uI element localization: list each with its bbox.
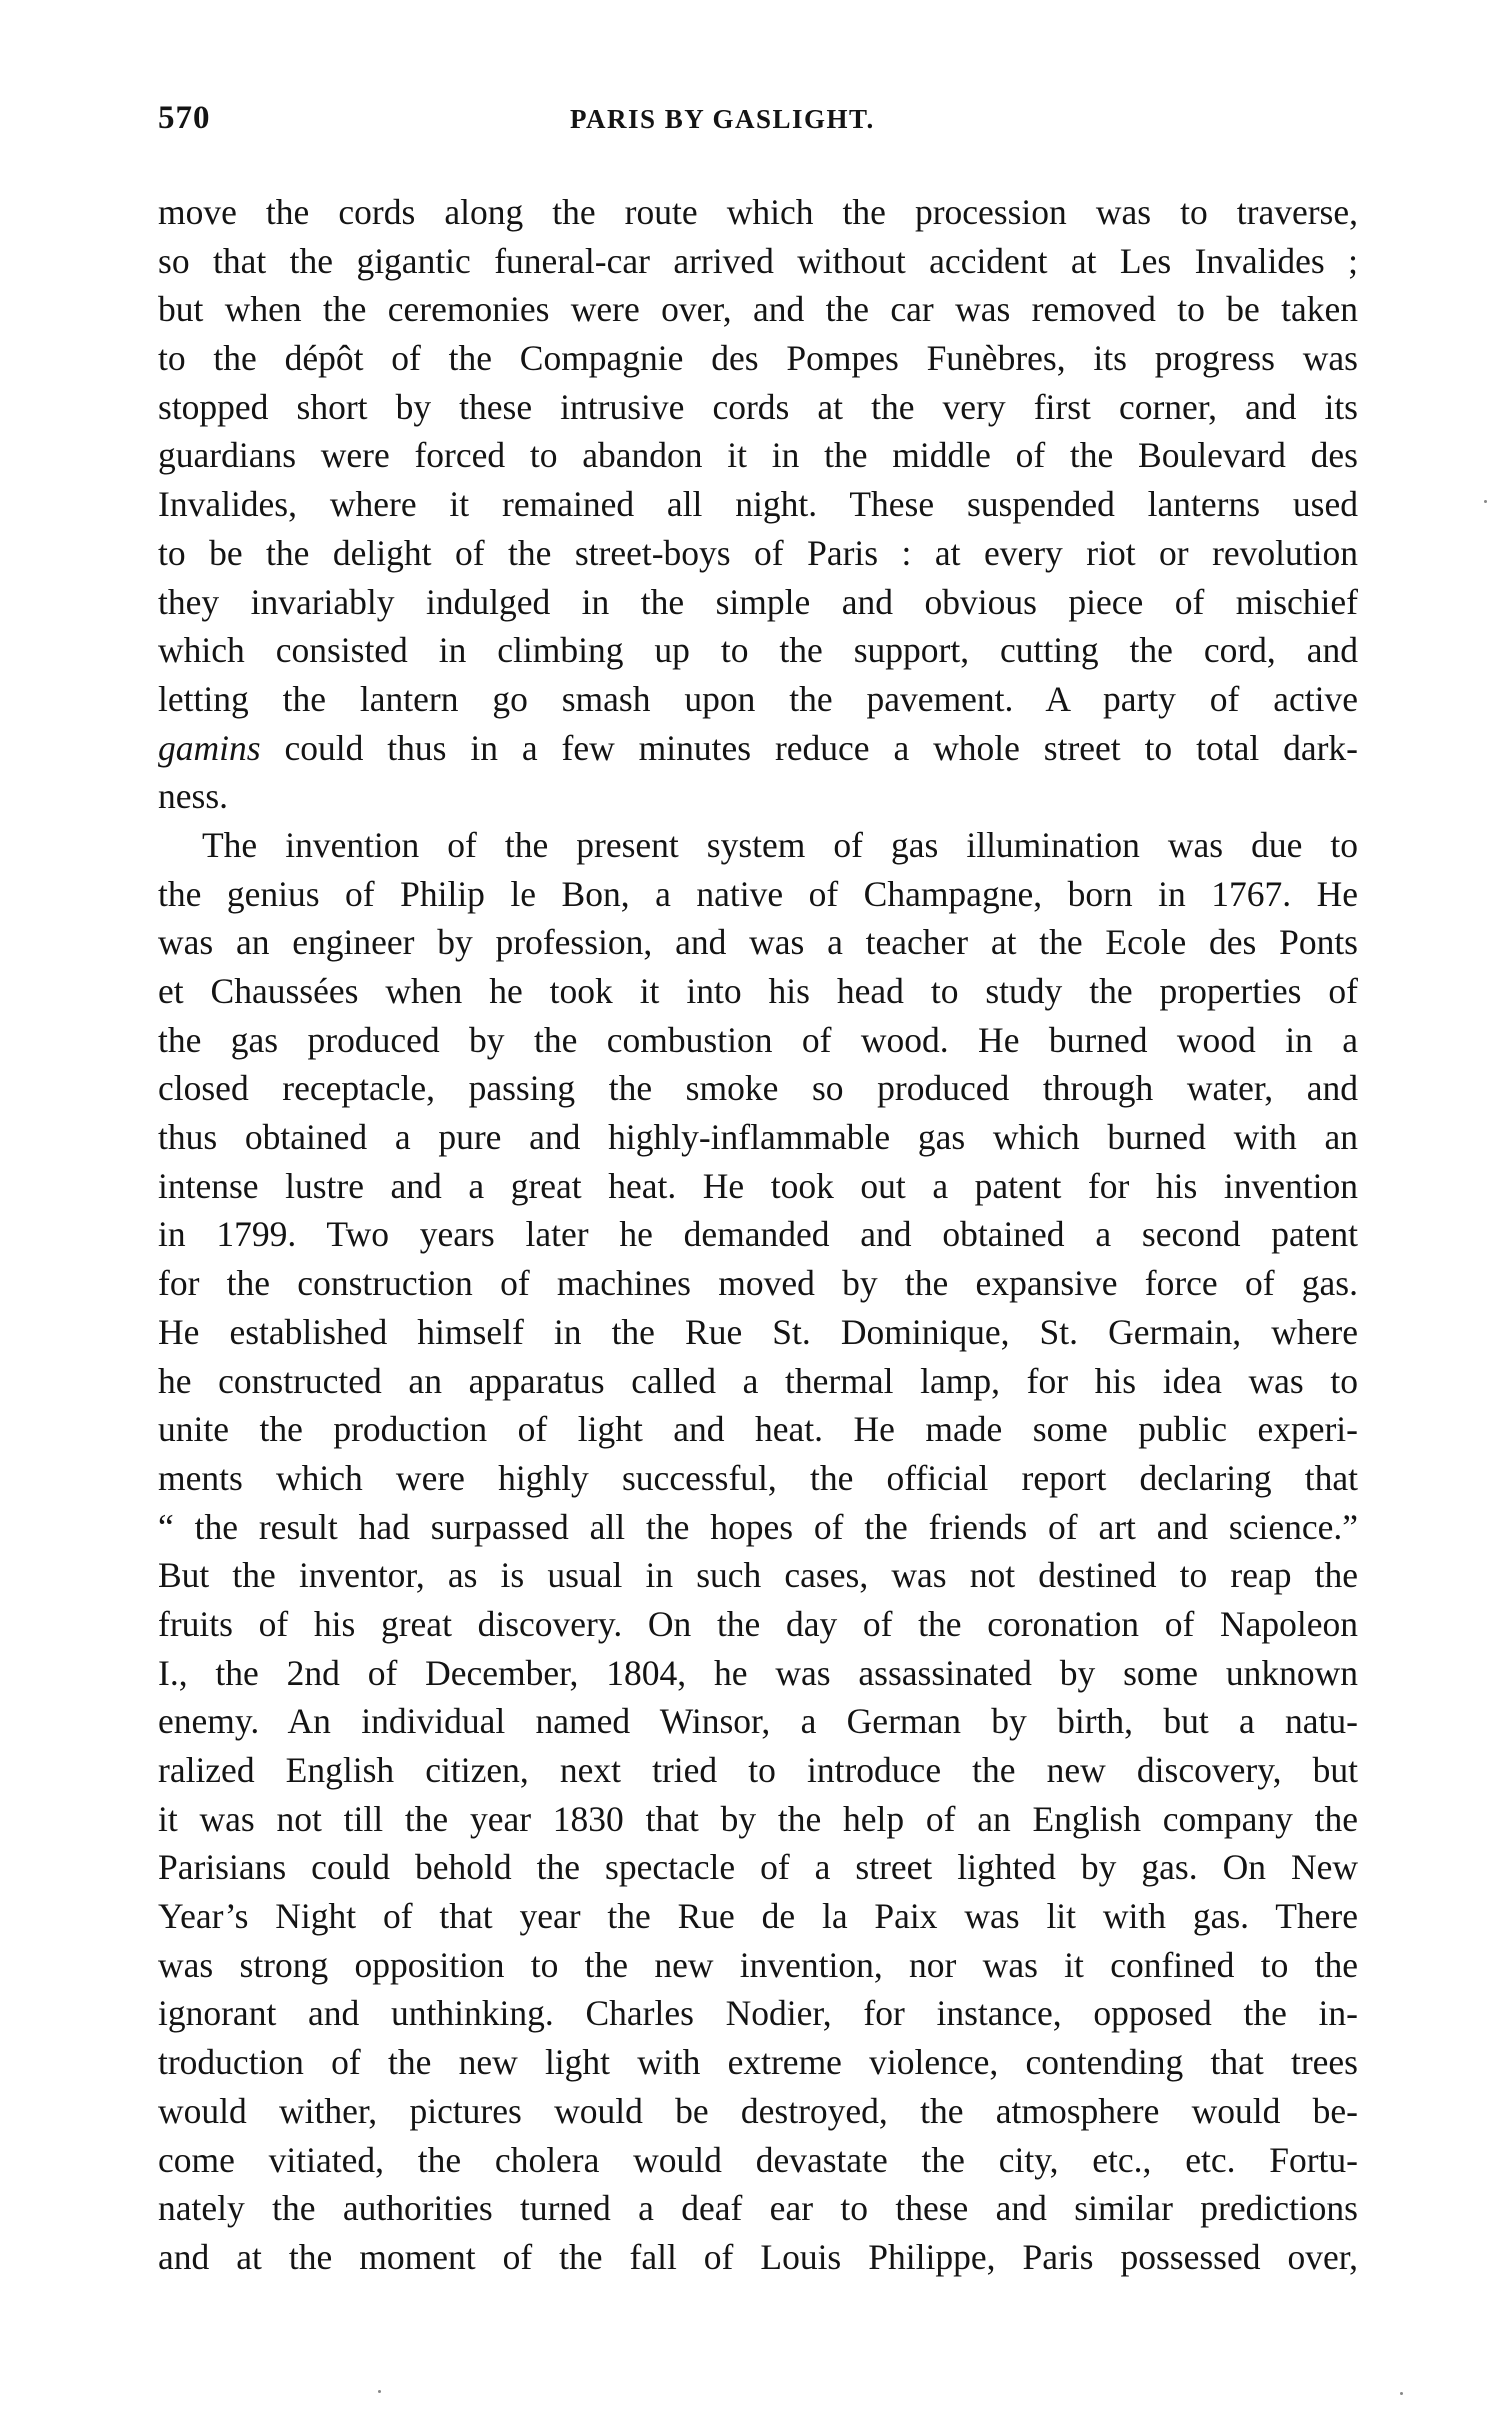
- text-line: the gas produced by the combustion of wood. He burned wood in a: [158, 1019, 1358, 1060]
- text-line: ralized English citizen, next tried to introduce the new discovery, but: [158, 1750, 1358, 1790]
- text-line: come vitiated, the cholera would devastate the city, etc., etc. Fortu-: [158, 2139, 1358, 2180]
- text-line: would wither, pictures would be destroyed, the atmosphere would be-: [158, 2090, 1358, 2131]
- italic-word: gamins: [158, 727, 261, 768]
- line-rest: could thus in a few minutes reduce a whole street to total dark-: [260, 727, 1358, 768]
- paragraph-first-line: The invention of the present system of gas illumination was due to: [202, 824, 1358, 865]
- text-line: it was not till the year 1830 that by the help of an English company the: [158, 1798, 1358, 1839]
- text-line: was strong opposition to the new invention, nor was it confined to the: [158, 1944, 1358, 1985]
- text-line: thus obtained a pure and highly-inflammable gas which burned with an: [158, 1117, 1358, 1158]
- body-text: [158, 188, 1358, 2282]
- text-line: I., the 2nd of December, 1804, he was assassinated by some unknown: [158, 1652, 1358, 1693]
- text-line: to be the delight of the street-boys of Paris : at every riot or revolution: [158, 532, 1358, 573]
- text-line: the genius of Philip le Bon, a native of Champagne, born in 1767. He: [158, 873, 1358, 914]
- text-line: letting the lantern go smash upon the pavement. A party of active: [158, 678, 1358, 719]
- text-line: ments which were highly successful, the official report declaring that: [158, 1457, 1358, 1498]
- text-line: Year’s Night of that year the Rue de la Paix was lit with gas. There: [158, 1896, 1358, 1937]
- text-line: troduction of the new light with extreme violence, contending that trees: [158, 2042, 1358, 2083]
- text-line: and at the moment of the fall of Louis Philippe, Paris possessed over,: [158, 2236, 1358, 2277]
- page-header: [158, 100, 1358, 144]
- scan-speck: [378, 2390, 381, 2393]
- text-line: they invariably indulged in the simple and obvious piece of mischief: [158, 581, 1358, 622]
- text-line: in 1799. Two years later he demanded and obtained a second patent: [158, 1214, 1358, 1255]
- text-line: unite the production of light and heat. He made some public experi-: [158, 1409, 1358, 1450]
- text-line: move the cords along the route which the procession was to traverse,: [158, 192, 1358, 232]
- text-line: which consisted in climbing up to the support, cutting the cord, and: [158, 630, 1358, 671]
- page-number: 570: [158, 100, 211, 136]
- text-line: guardians were forced to abandon it in the middle of the Boulevard des: [158, 435, 1358, 476]
- running-title: PARIS BY GASLIGHT.: [570, 104, 875, 134]
- text-line: so that the gigantic funeral-car arrived without accident at Les Invalides ;: [158, 240, 1358, 281]
- scan-speck: [1400, 2392, 1403, 2395]
- text-line: He established himself in the Rue St. Dominique, St. Germain, where: [158, 1311, 1358, 1352]
- text-line: Parisians could behold the spectacle of a street lighted by gas. On New: [158, 1847, 1358, 1888]
- text-line: enemy. An individual named Winsor, a German by birth, but a natu-: [158, 1701, 1358, 1742]
- text-line: But the inventor, as is usual in such cases, was not destined to reap the: [158, 1555, 1358, 1596]
- text-line: ignorant and unthinking. Charles Nodier, for instance, opposed the in-: [158, 1993, 1358, 2034]
- text-line: Invalides, where it remained all night. These suspended lanterns used: [158, 484, 1358, 525]
- text-line: ness.: [158, 776, 229, 817]
- text-line: [158, 724, 1358, 773]
- text-line: “ the result had surpassed all the hopes of the friends of art and science.”: [158, 1506, 1358, 1547]
- text-line: but when the ceremonies were over, and the car was removed to be taken: [158, 289, 1358, 330]
- text-line: et Chaussées when he took it into his head to study the properties of: [158, 971, 1358, 1011]
- text-line: closed receptacle, passing the smoke so produced through water, and: [158, 1068, 1358, 1109]
- text-line: fruits of his great discovery. On the day of the coronation of Napoleon: [158, 1603, 1358, 1644]
- text-line: he constructed an apparatus called a thermal lamp, for his idea was to: [158, 1360, 1358, 1401]
- text-line: for the construction of machines moved by the expansive force of gas.: [158, 1263, 1358, 1304]
- text-line: was an engineer by profession, and was a teacher at the Ecole des Ponts: [158, 922, 1358, 963]
- text-line: stopped short by these intrusive cords at the very first corner, and its: [158, 386, 1358, 427]
- text-line: to the dépôt of the Compagnie des Pompes Funèbres, its progress was: [158, 338, 1358, 379]
- text-line: nately the authorities turned a deaf ear to these and similar predictions: [158, 2188, 1358, 2229]
- scan-speck: [1484, 500, 1487, 503]
- text-line: intense lustre and a great heat. He took out a patent for his invention: [158, 1165, 1358, 1206]
